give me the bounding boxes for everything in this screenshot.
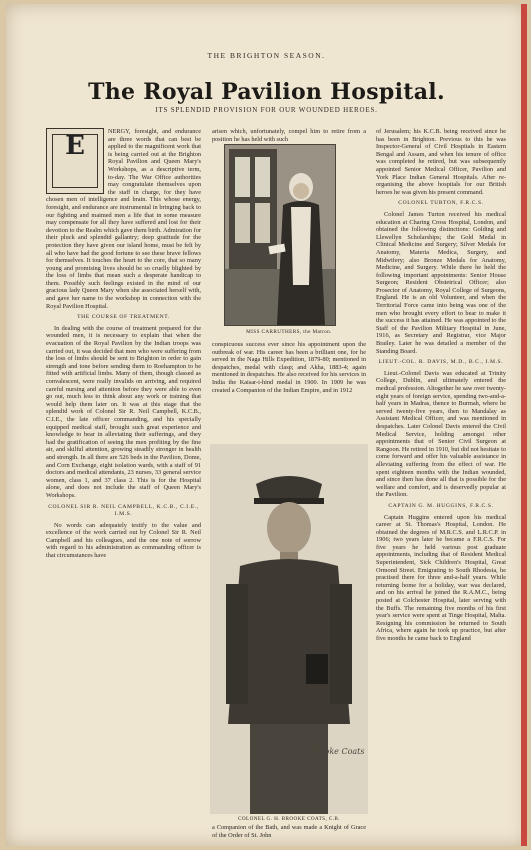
section-heading-davis: LIEUT.-COL. R. DAVIS, M.D., B.C., I.M.S. (378, 359, 504, 366)
drop-cap-letter: E (65, 131, 85, 161)
officer-photo-image (210, 444, 368, 814)
campbell-career: conspicuous success ever since his appointment upon the outbreak of war. His career has been a brilliant one, for he served in the Naga Hills Expedition, 1879-80; mentioned in despatches, medal with clasp; and Akha, 1883-4; again mentioned in despatches. He also received for his services in India the Kaisar-i-hind medal in 1900. In 1909 he was created a Companion of the Indian Empire, and in 1912 (212, 341, 366, 394)
section-heading-campbell: COLONEL SIR R. NEIL CAMPBELL, K.C.B., C.I.E., I.M.S. (48, 503, 199, 518)
officer-caption: COLONEL G. H. BROOKE COATS, C.B. (238, 816, 340, 822)
matron-photo-image (225, 145, 335, 325)
page-edge (521, 4, 527, 846)
davis-paragraph: Lieut.-Colonel Davis was educated at Trinity College, Dublin, and ultimately entered the medical profession. Altogether he saw over twenty-eight years of foreign service, spending two-and-a-half years in Madras, thence to Burmah, where he served twenty-five years, then to Mandalay as Assistant Medical Officer, and was mentioned in despatches. Later Colonel Davis entered the Civil Medical Service, holding amongst other appointments that of Senior Civil Surgeon at Rangoon. He retired in 1910, but did not hesitate to come forward and offer his valuable assistance in alleviating suffering from the effect of war. He spent eighteen months with the Indian wounded, and since then has done all that is possible for the welfare and comfort, and is deservedly popular at the Pavilion. (376, 369, 506, 499)
campbell-conclusion: of Jerusalem; his K.C.B. being received since he has been in Brighton. Previous to this he was Inspector-General of Civil Hospitals in Eastern Bengal and Assam, and when his tenure of office was completed he retired, but was subsequently appointed Senior Medical Officer, Pavilion and York Place Indian General Hospitals. After re-organising the above hospitals for our British heroes he was given his present command. (376, 128, 506, 196)
turton-paragraph: Colonel James Turton received his medical education at Charing Cross Hospital, London, and obtained the following distinctions: Golding and Llewellyn Scholarships; the Gold Medal in Clinical Medicine and Surgery; Silver Medals for Anatomy, Materia Medica, Surgery, and Midwifery; also Bronze Medals for Anatomy, Medicine, and Surgery. While there he held the following important appointments: Senior House Surgeon; Resident Obstetrical Officer; also Prosector of Anatomy, Royal College of Surgeons, England. He is an old Volunteer, and when the Territorial Force came into being was one of the men who brought every effort to bear to make it the success it has attained. He was appointed to the Staff of the Pavilion Military Hospital in June, 1916, as Secretary and Registrar, vice Major Brailey. Later he was detailed a member of the Standing Board. (376, 210, 506, 355)
matron-caption: MISS CARRUTHERS, the Matron. (246, 329, 332, 335)
column-1 (46, 128, 201, 840)
decorative-initial (46, 128, 104, 194)
section-heading-turton: COLONEL TURTON, F.R.C.S. (398, 200, 484, 207)
column-2-top (212, 128, 366, 145)
intro-paragraph: NERGY, foresight, and endurance are three words that can best be applied to the magnificent work that is being carried out at the Brighton Royal Pavilion and Queen Mary's Workshops, as a descriptive term, to-day. The War Office authorities may congratulate themselves upon the staff in charge, for they have chosen men of intelligence and brain. This whose energy, foresight, and endurance are instrumental in bringing back to our fighting and maimed men a life that in some measure may compensate for all they have suffered and lost for their devotion to the Realm which gave them birth. Admiration for their pluck and splendid gallantry; deep gratitude for the protection they have given our island home, must be felt by all who have had the good fortune to see these brave fellows for themselves. It touches the heart to the core, that so many young and promising lives should be so cruelly blighted by the loss of limbs that mean such a desperate handicap to them. Possibly such feelings existed in the mind of our gracious lady Queen Mary when she associated herself with, and gave her name to the workshop in connection with the Royal Pavilion Hospital. (46, 128, 201, 310)
column-2-middle (212, 341, 366, 396)
column-2-bottom (212, 824, 366, 841)
article-title: The Royal Pavilion Hospital. (88, 79, 445, 105)
campbell-honours: a Companion of the Bath, and was made a Knight of Grace of the Order of St. John (212, 824, 366, 839)
treatment-paragraph: In dealing with the course of treatment prepared for the wounded men, it is necessary to explain that when the evacuation of the Royal Pavilion by the Indian troops was carried out, it was decided that men who were suffering from the loss of limbs should be sent to Brighton in order to gain strength and tone before sending them to Roehampton to be fitted with artificial limbs. Many of them, though classed as convalescent, were really invalids on arriving, and required careful nursing and attention before they were able to even go out, much less to think about any work or training that would help them later on. It was at this stage that the splendid work of Colonel Sir R. Neil Campbell, K.C.B., C.I.E., the late officer commanding, and his specially equipped medical staff, brought such great experience and knowledge to bear in alleviating their sufferings, and they had the gratification of seeing the men profiting by the fine air, and skilful attention, growing steadily stronger in health and strength. In all there are 526 beds in the Pavilion, Dome, and Corn Exchange, eight isolation wards, with a staff of 91 doctors and medical attendants, 23 nurses, 33 general service women, class 1, and 37 class 2. This is for the Hospital alone, and does not include the staff of Queen Mary's Workshops. (46, 324, 201, 499)
section-heading-huggins: CAPTAIN G. M. HUGGINS, F.R.C.S. (388, 502, 494, 509)
matron-photo (224, 144, 336, 326)
column-3 (376, 128, 506, 840)
magazine-page (6, 4, 527, 846)
svg-text:Brooke Coats: Brooke Coats (310, 747, 365, 756)
campbell-paragraph: No words can adequately testify to the value and excellence of the work carried out by Colonel Sir R. Neil Campbell and his colleagues, and the one note of sorrow with regard to his administration as commanding officer is that circumstances have (46, 521, 201, 560)
campbell-continued: arisen which, unfortunately, compel him to retire from a position he has held with such (212, 128, 366, 143)
officer-photo (210, 444, 368, 814)
huggins-paragraph: Captain Huggins entered upon his medical career at St. Thomas's Hospital, London. He obtained the degrees of M.R.C.S. and L.R.C.P. in 1906; two years later he became a F.R.C.S. For five years he held various post graduate appointments, including that of Resident Medical Superintendent, Sick Children's Hospital, Great Ormond Street. Emigrating to South Rhodesia, he practised there for three and-a-half years. While returning home for a holiday, war was declared, and on his arrival he joined the R.A.M.C., being posted at Colchester Hospital, later serving with the Buffs. The remaining five months of his first year's service were spent at Tinge Hospital, Malta. Resigning his commission he returned to South Africa, where again he took up practice, but after five months he came back to England (376, 513, 506, 642)
section-heading-treatment: THE COURSE OF TREATMENT. (77, 314, 170, 321)
running-head: THE BRIGHTON SEASON. (207, 51, 326, 60)
article-subtitle: ITS SPLENDID PROVISION FOR OUR WOUNDED HEROES. (155, 106, 378, 114)
